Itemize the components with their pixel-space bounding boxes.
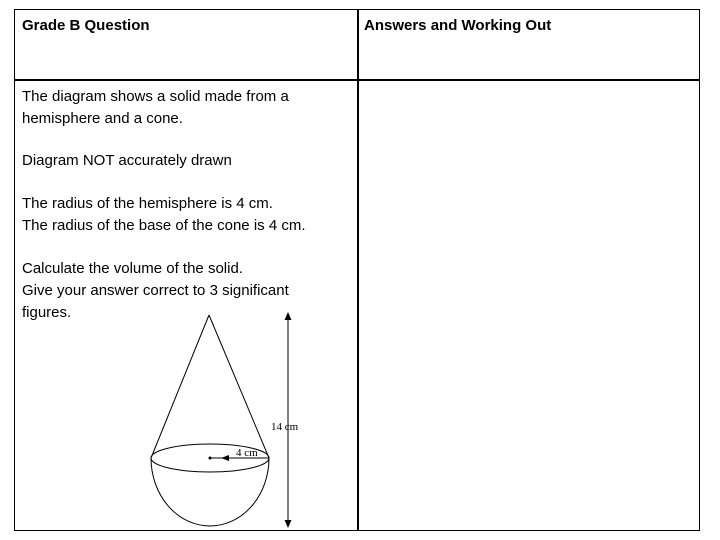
hemisphere-radius-text: The radius of the hemisphere is 4 cm. xyxy=(22,195,273,212)
note-line: Diagram NOT accurately drawn xyxy=(22,152,232,169)
intro-line: The diagram shows a solid made from a xyxy=(22,88,289,105)
task-line: Give your answer correct to 3 significant xyxy=(22,282,289,299)
question-intro xyxy=(22,86,289,130)
worksheet-table xyxy=(14,9,700,531)
height-label: 14 cm xyxy=(271,421,299,433)
row-divider xyxy=(15,79,699,81)
centre-point xyxy=(209,457,212,460)
height-arrow-top xyxy=(285,312,292,320)
given-radii xyxy=(22,193,306,237)
task-line: Calculate the volume of the solid. xyxy=(22,260,243,277)
cone-right-edge xyxy=(209,315,269,458)
base-ellipse-front xyxy=(151,458,269,472)
answers-header: Answers and Working Out xyxy=(364,17,552,34)
column-divider xyxy=(357,10,359,530)
height-arrow-bottom xyxy=(285,520,292,528)
intro-line: hemisphere and a cone. xyxy=(22,110,183,127)
question-header: Grade B Question xyxy=(22,17,150,34)
radius-arrow-head xyxy=(221,455,229,461)
task-line: figures. xyxy=(22,304,72,321)
radius-label: 4 cm xyxy=(236,447,258,459)
cone-radius-text: The radius of the base of the cone is 4 cm. xyxy=(22,217,306,234)
cone-left-edge xyxy=(151,315,209,458)
diagram-note xyxy=(22,150,232,172)
cone-hemisphere-diagram xyxy=(143,306,323,528)
